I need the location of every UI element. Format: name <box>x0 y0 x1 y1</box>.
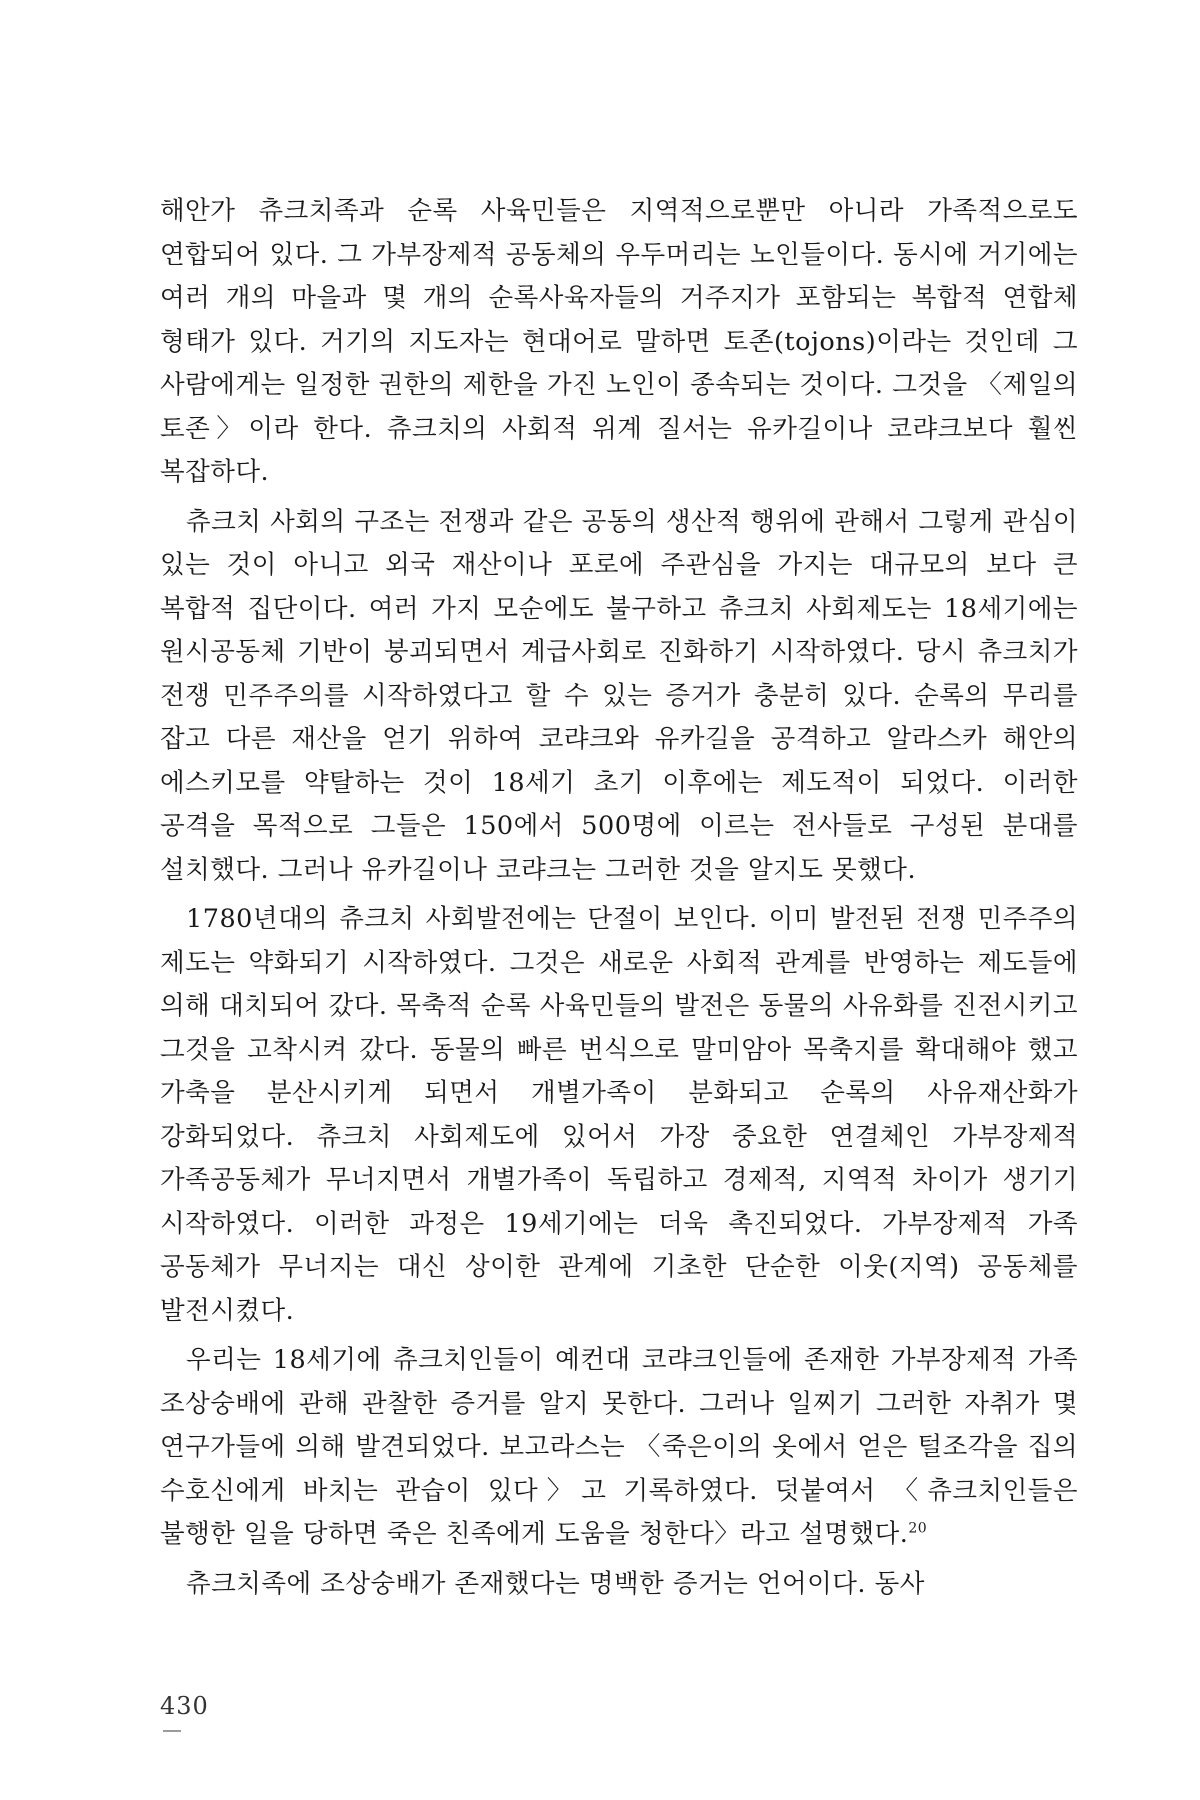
footnote-reference[interactable]: 20 <box>908 1520 928 1537</box>
paragraph-text: 츄크치 사회의 구조는 전쟁과 같은 공동의 생산적 행위에 관해서 그렇게 관심이 있는 것이 아니고 외국 재산이나 포로에 주관심을 가지는 대규모의 보다 큰 복합적 집단이다. 여러 가지 모순에도 불구하고 츄크치 사회제도는 18세기에는 원시공동체 기반이 붕괴되면서 계급사회로 진화하기 시작하였다. 당시 츄크치가 전쟁 민주주의를 시작하였다고 할 수 있는 증거가 충분히 있다. 순록의 무리를 잡고 다른 재산을 얻기 위하여 코랴크와 유카길을 공격하고 알라스카 해안의 에스키모를 약탈하는 것이 18세기 초기 이후에는 제도적이 되었다. 이러한 공격을 목적으로 그들은 150에서 500명에 이르는 전사들로 구성된 분대를 설치했다. 그러나 유카길이나 코랴크는 그러한 것을 알지도 못했다. <box>160 506 1078 885</box>
page-body <box>160 190 1078 1606</box>
paragraph-3 <box>160 898 1078 1333</box>
paragraph-5 <box>160 1563 1078 1607</box>
paragraph-4 <box>160 1339 1078 1557</box>
paragraph-text: 츄크치족에 조상숭배가 존재했다는 명백한 증거는 언어이다. 동사 <box>186 1568 925 1599</box>
paragraph-2 <box>160 501 1078 893</box>
page-number: 430 <box>160 1692 209 1720</box>
paragraph-text: 우리는 18세기에 츄크치인들이 예컨대 코랴크인들에 존재한 가부장제적 가족 조상숭배에 관해 관찰한 증거를 알지 못한다. 그러나 일찌기 그러한 자취가 몇 연구가들에 의해 발견되었다. 보고라스는 〈죽은이의 옷에서 얻은 털조각을 집의 수호신에게 바치는 관습이 있다〉고 기록하였다. 덧붙여서 〈츄크치인들은 불행한 일을 당하면 죽은 친족에게 도움을 청한다〉라고 설명했다. <box>160 1345 1079 1549</box>
paragraph-text: 1780년대의 츄크치 사회발전에는 단절이 보인다. 이미 발전된 전쟁 민주주의 제도는 약화되기 시작하였다. 그것은 새로운 사회적 관계를 반영하는 제도들에 의해 대치되어 갔다. 목축적 순록 사육민들의 발전은 동물의 사유화를 진전시키고 그것을 고착시켜 갔다. 동물의 빠른 번식으로 말미암아 목축지를 확대해야 했고 가축을 분산시키게 되면서 개별가족이 분화되고 순록의 사유재산화가 강화되었다. 츄크치 사회제도에 있어서 가장 중요한 연결체인 가부장제적 가족공동체가 무너지면서 개별가족이 독립하고 경제적, 지역적 차이가 생기기 시작하였다. 이러한 과정은 19세기에는 더욱 촉진되었다. 가부장제적 가족 공동체가 무너지는 대신 상이한 관계에 기초한 단순한 이웃(지역) 공동체를 발전시켰다. <box>160 904 1078 1326</box>
page-number-underline <box>163 1730 181 1732</box>
paragraph-text: 해안가 츄크치족과 순록 사육민들은 지역적으로뿐만 아니라 가족적으로도 연합되어 있다. 그 가부장제적 공동체의 우두머리는 노인들이다. 동시에 거기에는 여러 개의 마을과 몇 개의 순록사육자들의 거주지가 포함되는 복합적 연합체 형태가 있다. 거기의 지도자는 현대어로 말하면 토존(tojons)이라는 것인데 그 사람에게는 일정한 권한의 제한을 가진 노인이 종속되는 것이다. 그것을 〈제일의 토존〉이라 한다. 츄크치의 사회적 위계 질서는 유카길이나 코랴크보다 훨씬 복잡하다. <box>160 196 1078 487</box>
paragraph-1 <box>160 190 1078 495</box>
